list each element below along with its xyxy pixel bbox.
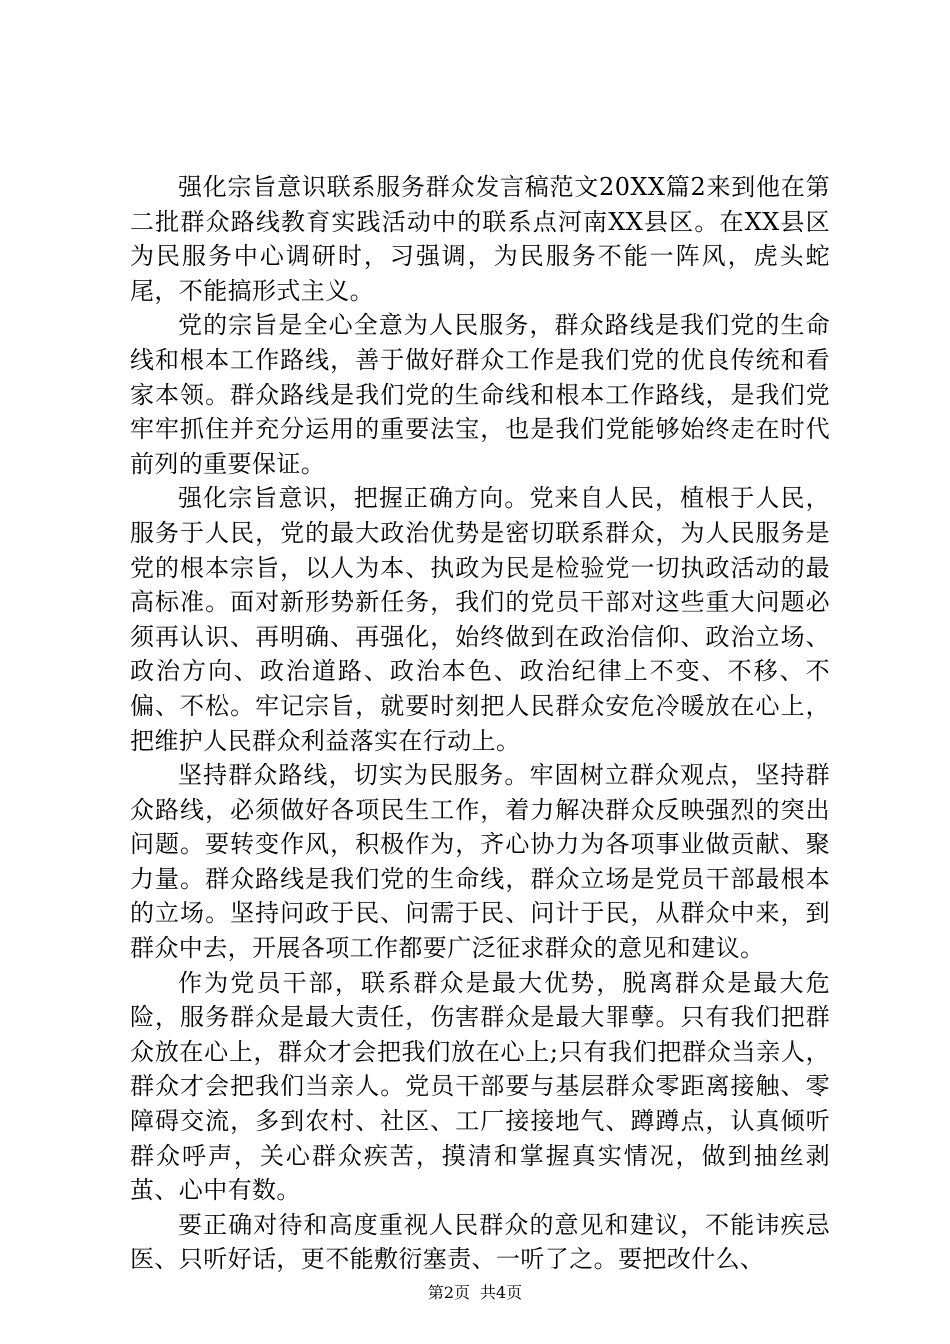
page-total: 共4页 bbox=[480, 1283, 523, 1302]
page-number: 第2页 bbox=[427, 1283, 470, 1302]
paragraph: 坚持群众路线，切实为民服务。牢固树立群众观点，坚持群众路线，必须做好各项民生工作，着力解决群众反映强烈的突出问题。要转变作风，积极作为，齐心协力为各项事业做贡献、聚力量。群众路线是我们党的生命线，群众立场是党员干部最根本的立场。坚持问政于民、问需于民、问计于民，从群众中来，到群众中去，开展各项工作都要广泛征求群众的意见和建议。 bbox=[130, 761, 830, 963]
paragraph: 强化宗旨意识联系服务群众发言稿范文20XX篇2来到他在第二批群众路线教育实践活动中的联系点河南XX县区。在XX县区为民服务中心调研时，习强调，为民服务不能一阵风，虎头蛇尾，不能搞形式主义。 bbox=[130, 173, 830, 305]
document-body bbox=[130, 170, 830, 1277]
paragraph: 作为党员干部，联系群众是最大优势，脱离群众是最大危险，服务群众是最大责任，伤害群众是最大罪孽。只有我们把群众放在心上，群众才会把我们放在心上;只有我们把群众当亲人，群众才会把我们当亲人。党员干部要与基层群众零距离接触、零障碍交流，多到农村、社区、工厂接接地气、蹲蹲点，认真倾听群众呼声，关心群众疾苦，摸清和掌握真实情况，做到抽丝剥茧、心中有数。 bbox=[130, 968, 830, 1205]
page-footer bbox=[0, 1283, 950, 1303]
paragraph: 党的宗旨是全心全意为人民服务，群众路线是我们党的生命线和根本工作路线，善于做好群众工作是我们党的优良传统和看家本领。群众路线是我们党的生命线和根本工作路线，是我们党牢牢抓住并充分运用的重要法宝，也是我们党能够始终走在时代前列的重要保证。 bbox=[130, 311, 830, 478]
paragraph: 强化宗旨意识，把握正确方向。党来自人民，植根于人民，服务于人民，党的最大政治优势是密切联系群众，为人民服务是党的根本宗旨，以人为本、执政为民是检验党一切执政活动的最高标准。面对新形势新任务，我们的党员干部对这些重大问题必须再认识、再明确、再强化，始终做到在政治信仰、政治立场、政治方向、政治道路、政治本色、政治纪律上不变、不移、不偏、不松。牢记宗旨，就要时刻把人民群众安危冷暖放在心上，把维护人民群众利益落实在行动上。 bbox=[130, 484, 830, 755]
paragraph: 要正确对待和高度重视人民群众的意见和建议，不能讳疾忌医、只听好话，更不能敷衍塞责、一听了之。要把改什么、 bbox=[130, 1210, 830, 1274]
